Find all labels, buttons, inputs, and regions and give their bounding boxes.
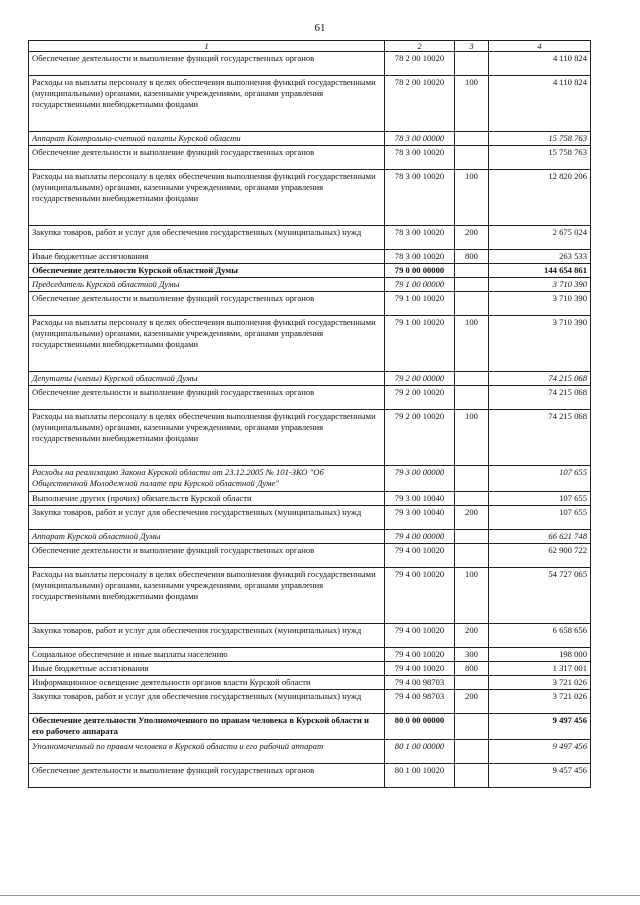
cell-sum: 198 000 — [489, 648, 591, 662]
cell-name: Расходы на выплаты персоналу в целях обеспечения выполнения функций государственными (муниципальными) органами, казенными учреждениями, органами управления государственными внебюджетными фондами — [29, 76, 385, 132]
page-number: 61 — [314, 22, 326, 34]
table-row — [29, 292, 591, 316]
cell-name: Уполномоченный по правам человека в Курской области и его рабочий аппарат — [29, 740, 385, 764]
cell-code: 79 1 00 00000 — [385, 278, 455, 292]
cell-expense-type: 200 — [455, 690, 489, 714]
cell-sum: 6 658 656 — [489, 624, 591, 648]
cell-sum: 1 317 001 — [489, 662, 591, 676]
cell-sum: 4 110 824 — [489, 52, 591, 76]
cell-expense-type — [455, 146, 489, 170]
cell-sum: 4 110 824 — [489, 76, 591, 132]
cell-expense-type — [455, 292, 489, 316]
cell-expense-type — [455, 544, 489, 568]
table-row — [29, 372, 591, 386]
cell-sum: 15 758 763 — [489, 132, 591, 146]
table-row — [29, 690, 591, 714]
cell-sum: 9 497 456 — [489, 740, 591, 764]
cell-name: Закупка товаров, работ и услуг для обеспечения государственных (муниципальных) нужд — [29, 226, 385, 250]
table-row — [29, 506, 591, 530]
table-row — [29, 410, 591, 466]
table-body — [29, 52, 591, 788]
cell-code: 80 0 00 00000 — [385, 714, 455, 740]
table-row — [29, 386, 591, 410]
cell-sum: 74 215 068 — [489, 372, 591, 386]
cell-name: Обеспечение деятельности и выполнение функций государственных органов — [29, 544, 385, 568]
cell-sum: 54 727 065 — [489, 568, 591, 624]
cell-name: Иные бюджетные ассигнования — [29, 662, 385, 676]
cell-name: Председатель Курской областной Думы — [29, 278, 385, 292]
cell-code: 79 4 00 10020 — [385, 648, 455, 662]
cell-expense-type: 200 — [455, 506, 489, 530]
cell-code: 79 4 00 98703 — [385, 676, 455, 690]
cell-name: Закупка товаров, работ и услуг для обеспечения государственных (муниципальных) нужд — [29, 506, 385, 530]
cell-name: Расходы на выплаты персоналу в целях обеспечения выполнения функций государственными (муниципальными) органами, казенными учреждениями, органами управления государственными внебюджетными фондами — [29, 568, 385, 624]
cell-expense-type: 100 — [455, 170, 489, 226]
cell-code: 79 2 00 00000 — [385, 372, 455, 386]
cell-sum: 107 655 — [489, 492, 591, 506]
table-header — [29, 41, 591, 52]
table-row — [29, 648, 591, 662]
cell-sum: 12 820 206 — [489, 170, 591, 226]
cell-code: 79 4 00 00000 — [385, 530, 455, 544]
cell-expense-type — [455, 52, 489, 76]
cell-sum: 15 758 763 — [489, 146, 591, 170]
cell-expense-type: 100 — [455, 410, 489, 466]
table-row — [29, 264, 591, 278]
cell-expense-type — [455, 278, 489, 292]
table-row — [29, 740, 591, 764]
cell-code: 79 1 00 10020 — [385, 316, 455, 372]
header-col-code: 2 — [385, 41, 455, 52]
cell-expense-type — [455, 764, 489, 788]
cell-name: Обеспечение деятельности и выполнение функций государственных органов — [29, 52, 385, 76]
cell-expense-type: 100 — [455, 316, 489, 372]
table-row — [29, 76, 591, 132]
cell-code: 79 4 00 98703 — [385, 690, 455, 714]
table-row — [29, 492, 591, 506]
cell-expense-type — [455, 466, 489, 492]
cell-code: 78 2 00 10020 — [385, 76, 455, 132]
table-row — [29, 226, 591, 250]
page-bottom-rule — [0, 895, 640, 896]
cell-code: 78 3 00 10020 — [385, 170, 455, 226]
cell-expense-type — [455, 492, 489, 506]
cell-sum: 3 721 026 — [489, 676, 591, 690]
cell-name: Закупка товаров, работ и услуг для обеспечения государственных (муниципальных) нужд — [29, 690, 385, 714]
cell-sum: 2 675 024 — [489, 226, 591, 250]
cell-expense-type: 800 — [455, 662, 489, 676]
cell-sum: 74 215 068 — [489, 386, 591, 410]
cell-sum: 9 497 456 — [489, 714, 591, 740]
header-row — [29, 41, 591, 52]
budget-table — [28, 40, 591, 788]
header-col-sum: 4 — [489, 41, 591, 52]
cell-sum: 3 710 390 — [489, 292, 591, 316]
cell-name: Расходы на выплаты персоналу в целях обеспечения выполнения функций государственными (муниципальными) органами, казенными учреждениями, органами управления государственными внебюджетными фондами — [29, 170, 385, 226]
cell-code: 78 3 00 10020 — [385, 250, 455, 264]
cell-sum: 144 654 861 — [489, 264, 591, 278]
cell-code: 79 3 00 00000 — [385, 466, 455, 492]
cell-name: Обеспечение деятельности Курской областной Думы — [29, 264, 385, 278]
cell-name: Аппарат Контрольно-счетной палаты Курской области — [29, 132, 385, 146]
cell-name: Социальное обеспечение и иные выплаты населению — [29, 648, 385, 662]
table-row — [29, 676, 591, 690]
cell-code: 79 2 00 10020 — [385, 386, 455, 410]
cell-code: 79 2 00 10020 — [385, 410, 455, 466]
cell-code: 79 4 00 10020 — [385, 544, 455, 568]
cell-expense-type — [455, 740, 489, 764]
table-row — [29, 52, 591, 76]
cell-expense-type — [455, 676, 489, 690]
table-row — [29, 146, 591, 170]
cell-sum: 62 900 722 — [489, 544, 591, 568]
cell-expense-type — [455, 132, 489, 146]
cell-code: 79 4 00 10020 — [385, 662, 455, 676]
table-row — [29, 132, 591, 146]
cell-expense-type: 800 — [455, 250, 489, 264]
cell-name: Обеспечение деятельности и выполнение функций государственных органов — [29, 292, 385, 316]
cell-sum: 66 621 748 — [489, 530, 591, 544]
cell-code: 78 3 00 10020 — [385, 226, 455, 250]
cell-code: 79 1 00 10020 — [385, 292, 455, 316]
table-row — [29, 714, 591, 740]
table-row — [29, 316, 591, 372]
table-row — [29, 278, 591, 292]
cell-code: 79 3 00 10040 — [385, 492, 455, 506]
cell-expense-type — [455, 530, 489, 544]
cell-sum: 3 721 026 — [489, 690, 591, 714]
cell-name: Аппарат Курской областной Думы — [29, 530, 385, 544]
table-row — [29, 624, 591, 648]
cell-expense-type: 100 — [455, 76, 489, 132]
cell-expense-type — [455, 372, 489, 386]
table-row — [29, 568, 591, 624]
header-col-name: 1 — [29, 41, 385, 52]
table-row — [29, 170, 591, 226]
cell-sum: 74 215 068 — [489, 410, 591, 466]
cell-name: Обеспечение деятельности и выполнение функций государственных органов — [29, 386, 385, 410]
table-row — [29, 662, 591, 676]
table-row — [29, 544, 591, 568]
cell-code: 79 4 00 10020 — [385, 624, 455, 648]
cell-sum: 107 655 — [489, 506, 591, 530]
cell-name: Закупка товаров, работ и услуг для обеспечения государственных (муниципальных) нужд — [29, 624, 385, 648]
cell-expense-type — [455, 714, 489, 740]
cell-expense-type: 200 — [455, 624, 489, 648]
cell-name: Обеспечение деятельности и выполнение функций государственных органов — [29, 764, 385, 788]
table-row — [29, 250, 591, 264]
cell-sum: 3 710 390 — [489, 316, 591, 372]
cell-name: Расходы на реализацию Закона Курской области от 23.12.2005 № 101-ЗКО "Об Общественной Молодежной палате при Курской областной Думе" — [29, 466, 385, 492]
cell-name: Иные бюджетные ассигнования — [29, 250, 385, 264]
cell-name: Выполнение других (прочих) обязательств Курской области — [29, 492, 385, 506]
cell-expense-type: 300 — [455, 648, 489, 662]
cell-expense-type: 100 — [455, 568, 489, 624]
cell-name: Обеспечение деятельности и выполнение функций государственных органов — [29, 146, 385, 170]
cell-expense-type — [455, 264, 489, 278]
table-row — [29, 530, 591, 544]
cell-code: 80 1 00 00000 — [385, 740, 455, 764]
cell-name: Информационное освещение деятельности органов власти Курской области — [29, 676, 385, 690]
cell-code: 80 1 00 10020 — [385, 764, 455, 788]
cell-code: 78 3 00 00000 — [385, 132, 455, 146]
cell-code: 79 3 00 10040 — [385, 506, 455, 530]
cell-sum: 107 655 — [489, 466, 591, 492]
table-row — [29, 466, 591, 492]
header-col-expense-type: 3 — [455, 41, 489, 52]
cell-name: Депутаты (члены) Курской областной Думы — [29, 372, 385, 386]
cell-sum: 9 457 456 — [489, 764, 591, 788]
cell-name: Расходы на выплаты персоналу в целях обеспечения выполнения функций государственными (муниципальными) органами, казенными учреждениями, органами управления государственными внебюджетными фондами — [29, 410, 385, 466]
table-row — [29, 764, 591, 788]
cell-code: 79 4 00 10020 — [385, 568, 455, 624]
cell-code: 78 2 00 10020 — [385, 52, 455, 76]
cell-name: Расходы на выплаты персоналу в целях обеспечения выполнения функций государственными (муниципальными) органами, казенными учреждениями, органами управления государственными внебюджетными фондами — [29, 316, 385, 372]
cell-name: Обеспечение деятельности Уполномоченного по правам человека в Курской области и его рабочего аппарата — [29, 714, 385, 740]
cell-code: 78 3 00 10020 — [385, 146, 455, 170]
cell-sum: 3 710 390 — [489, 278, 591, 292]
cell-expense-type — [455, 386, 489, 410]
cell-code: 79 0 00 00000 — [385, 264, 455, 278]
cell-sum: 263 533 — [489, 250, 591, 264]
cell-expense-type: 200 — [455, 226, 489, 250]
